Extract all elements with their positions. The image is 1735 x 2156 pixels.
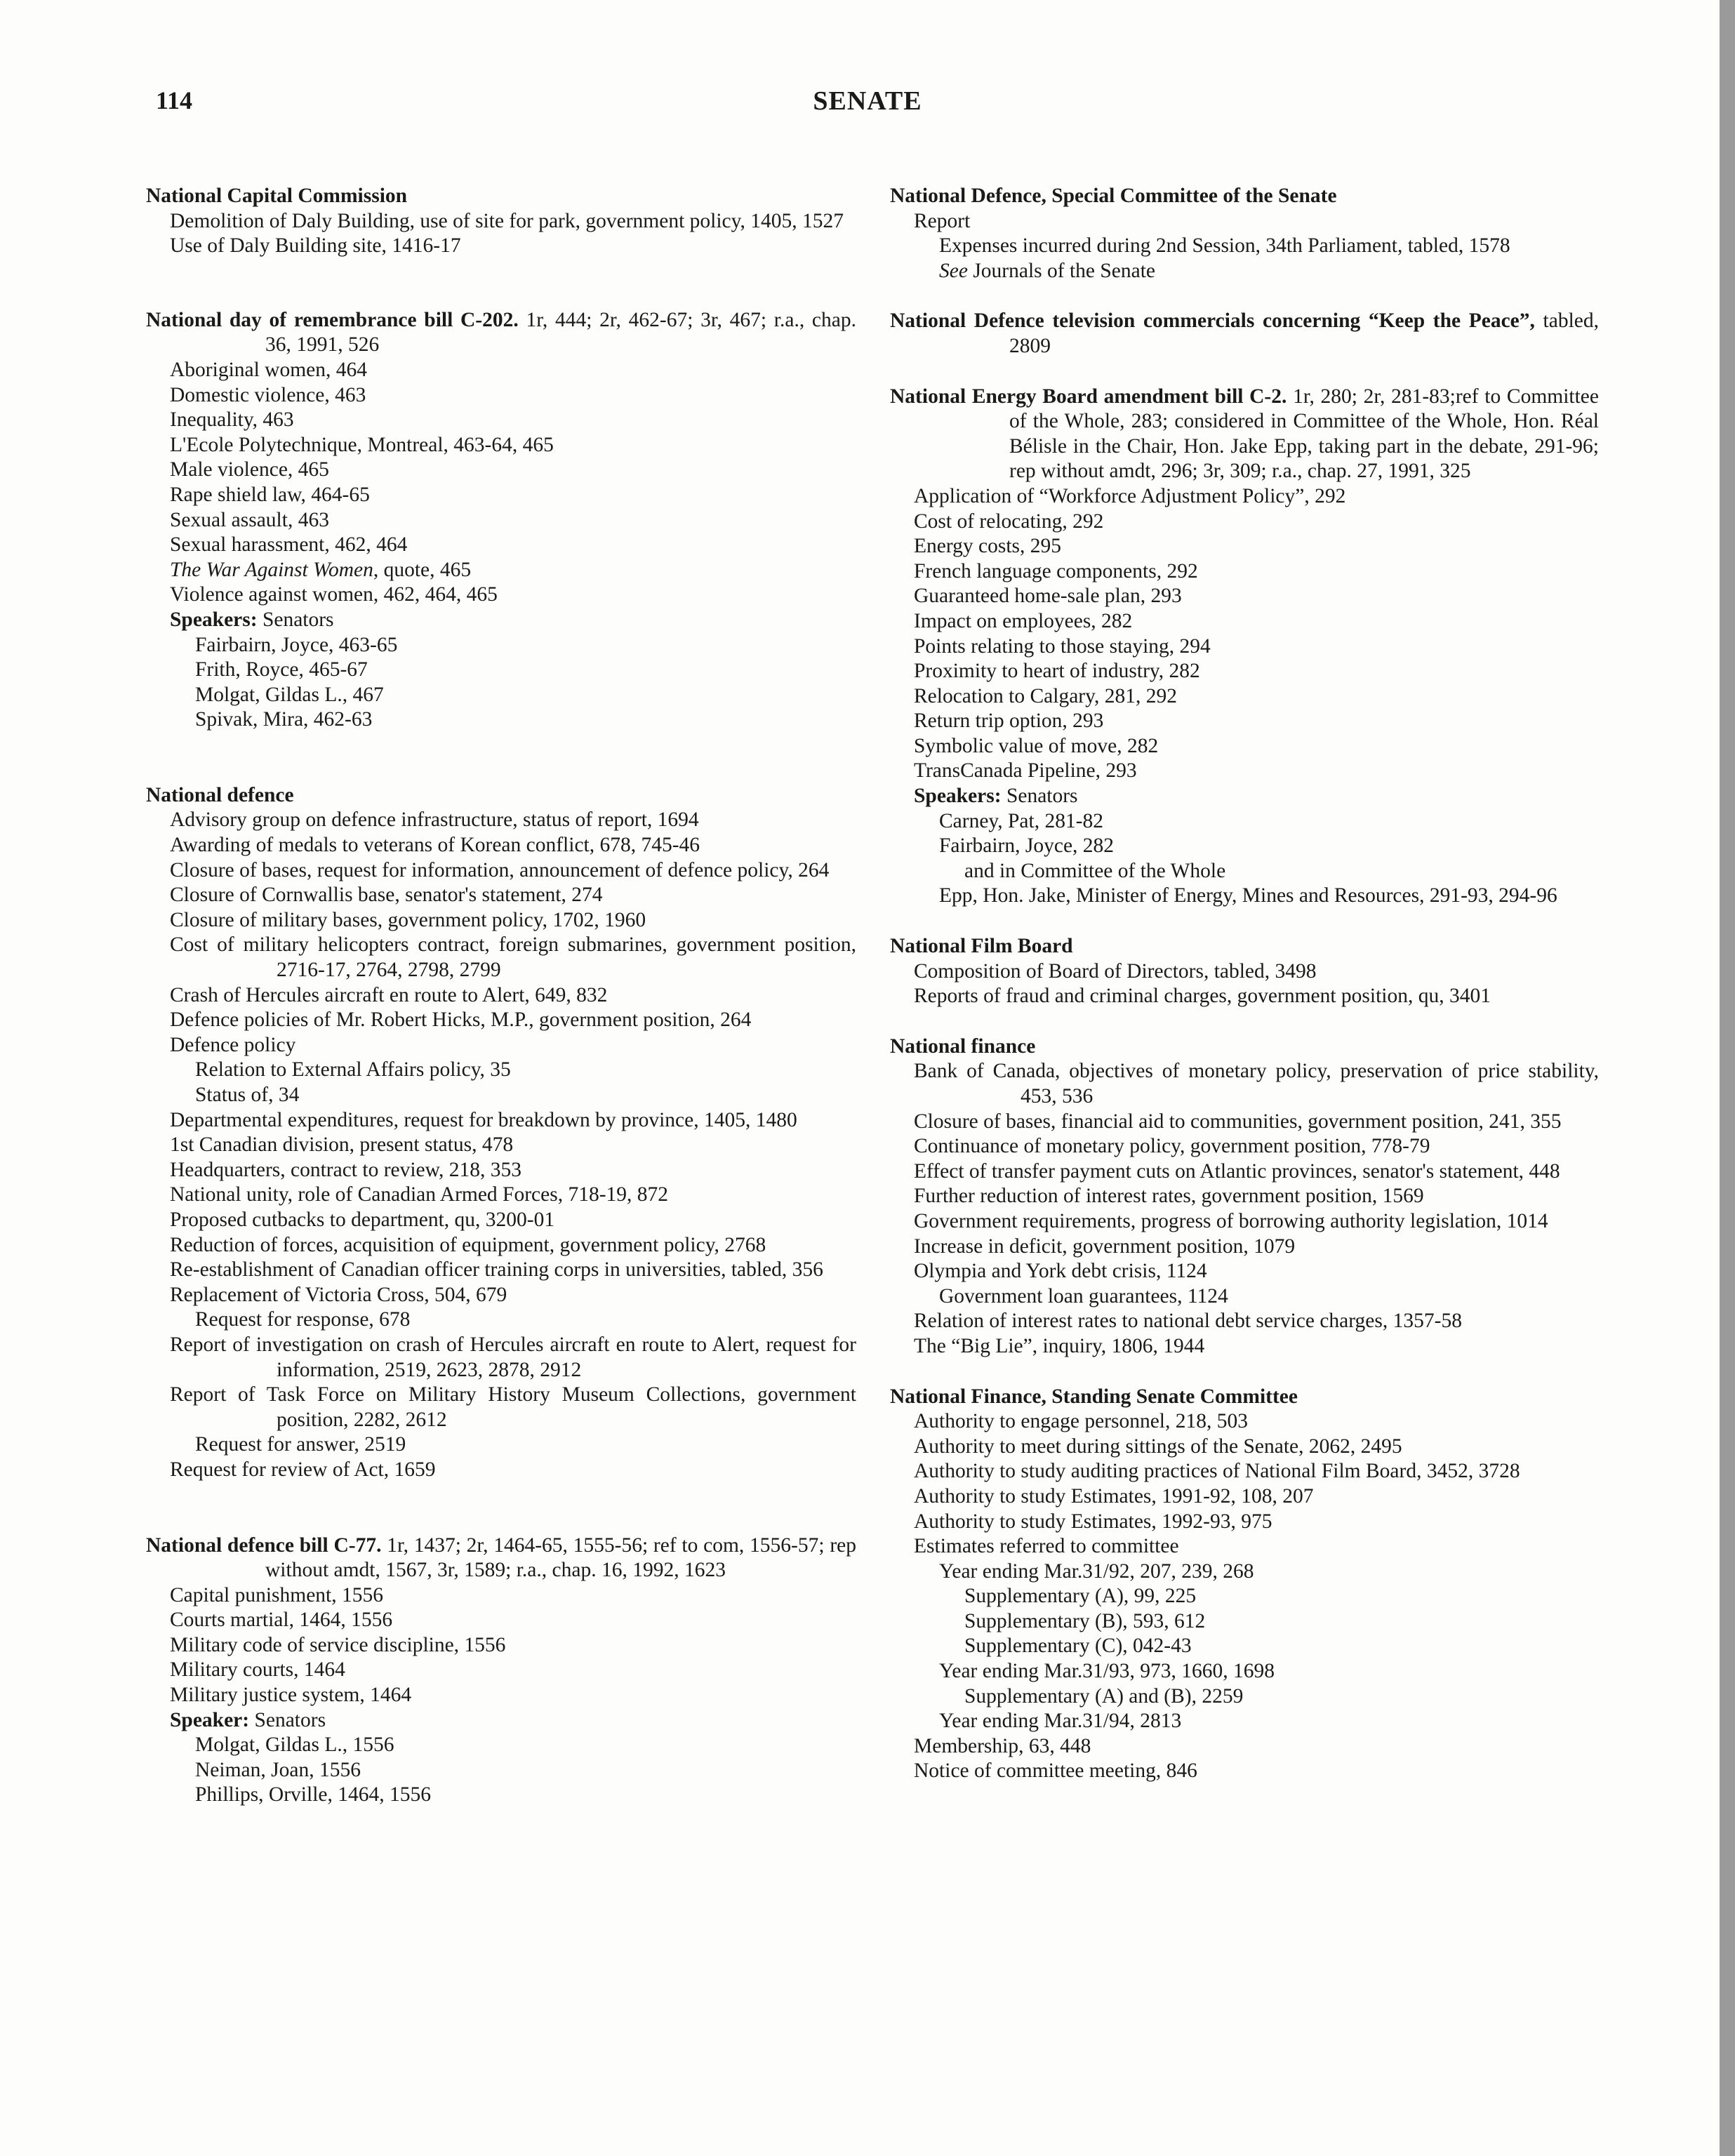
index-subentry: Aboriginal women, 464 (170, 358, 368, 381)
entry-gap (890, 284, 1599, 309)
index-subsubentry: Request for answer, 2519 (195, 1433, 406, 1456)
index-heading-with-refs (890, 385, 1599, 484)
running-head: SENATE (813, 86, 922, 116)
speakers-label-rest: Senators (257, 608, 334, 631)
index-subentry: Capital punishment, 1556 (170, 1583, 383, 1606)
index-subentry: Military code of service discipline, 1556 (170, 1633, 506, 1656)
index-subentry: Notice of committee meeting, 846 (914, 1759, 1197, 1783)
index-subentry: Replacement of Victoria Cross, 504, 679 (170, 1283, 507, 1306)
page-number: 114 (156, 86, 193, 114)
index-subentry: Advisory group on defence infrastructure, status of report, 1694 (170, 808, 699, 832)
index-subentry: Demolition of Daly Building, use of site for park, government policy, 1405, 1527 (170, 209, 844, 232)
speaker-entry: Carney, Pat, 281-82 (939, 809, 1104, 832)
entry-gap (146, 1483, 856, 1533)
index-subentry: Relation of interest rates to national debt service charges, 1357-58 (914, 1310, 1462, 1333)
index-heading: National Defence, Special Committee of the Senate (890, 185, 1337, 207)
speaker-entry: Neiman, Joan, 1556 (195, 1758, 361, 1781)
index-subsubsubentry: Supplementary (C), 042-43 (964, 1635, 1192, 1658)
speaker-entry: Fairbairn, Joyce, 463-65 (195, 633, 398, 656)
cited-title: The War Against Women (170, 558, 373, 581)
index-subentry: Reports of fraud and criminal charges, government position, qu, 3401 (914, 985, 1491, 1008)
index-subentry: Further reduction of interest rates, government position, 1569 (914, 1185, 1424, 1208)
entry-gap (146, 259, 856, 308)
index-subentry: Defence policies of Mr. Robert Hicks, M.P., government position, 264 (170, 1009, 752, 1032)
heading-text: National defence bill C-77. (146, 1533, 382, 1557)
index-subentry: Report of investigation on crash of Hercules aircraft en route to Alert, request for information, 2519, 2623, 2878, 2912 (170, 1333, 856, 1381)
index-heading-with-refs (146, 1533, 856, 1583)
speaker-entry: Fairbairn, Joyce, 282 (939, 834, 1115, 858)
index-subsubentry: Year ending Mar.31/92, 207, 239, 268 (939, 1559, 1254, 1583)
heading-text: National Defence television commercials concerning “Keep the Peace”, (890, 310, 1535, 333)
index-subentry: Rape shield law, 464-65 (170, 483, 370, 506)
index-subentry: Closure of Cornwallis base, senator's statement, 274 (170, 884, 603, 907)
index-subentry: Closure of bases, request for information, announcement of defence policy, 264 (170, 858, 830, 881)
index-subentry: Military courts, 1464 (170, 1658, 345, 1682)
speakers-label-rest: Senators (1001, 785, 1078, 808)
index-heading: National defence (146, 783, 294, 806)
index-heading: National Finance, Standing Senate Committee (890, 1385, 1298, 1408)
index-subentry: Energy costs, 295 (914, 535, 1062, 558)
right-column (890, 184, 1599, 1784)
speakers-label-rest: Senators (249, 1708, 326, 1731)
index-subsubentry: Year ending Mar.31/94, 2813 (939, 1710, 1182, 1733)
index-subentry: Proposed cutbacks to department, qu, 3200-01 (170, 1208, 555, 1231)
index-subentry: Sexual harassment, 462, 464 (170, 533, 408, 557)
index-subsubentry: Relation to External Affairs policy, 35 (195, 1058, 511, 1082)
index-subentry: Sexual assault, 463 (170, 508, 329, 531)
entry-gap (890, 359, 1599, 385)
index-heading-with-refs (146, 308, 856, 358)
heading-refs: 1r, 444; 2r, 462-67; 3r, 467; r.a., chap. 36, 1991, 526 (265, 308, 856, 357)
index-heading: National Capital Commission (146, 185, 408, 207)
index-subentry: Awarding of medals to veterans of Korean conflict, 678, 745-46 (170, 834, 700, 857)
index-subentry: Closure of military bases, government policy, 1702, 1960 (170, 908, 646, 931)
speakers-label-bold: Speakers: (914, 785, 1002, 808)
speakers-label (146, 608, 856, 633)
index-subentry: Membership, 63, 448 (914, 1734, 1091, 1757)
index-subentry: Points relating to those staying, 294 (914, 634, 1211, 658)
index-subentry: 1st Canadian division, present status, 478 (170, 1133, 514, 1157)
index-subentry: Continuance of monetary policy, government position, 778-79 (914, 1135, 1430, 1158)
index-subentry: Government requirements, progress of borrowing authority legislation, 1014 (914, 1209, 1548, 1232)
index-subentry: Impact on employees, 282 (914, 609, 1133, 632)
speaker-entry: Phillips, Orville, 1464, 1556 (195, 1783, 431, 1806)
speakers-label-bold: Speaker: (170, 1708, 250, 1731)
see-target: Journals of the Senate (967, 259, 1156, 282)
entry-gap (146, 733, 856, 783)
entry-gap (890, 1359, 1599, 1385)
index-subentry: Military justice system, 1464 (170, 1684, 412, 1707)
index-subentry: Request for review of Act, 1659 (170, 1458, 436, 1481)
speaker-entry: Frith, Royce, 465-67 (195, 658, 368, 681)
index-subsubentry: Government loan guarantees, 1124 (939, 1284, 1228, 1307)
index-subentry: Authority to study auditing practices of National Film Board, 3452, 3728 (914, 1460, 1520, 1483)
index-subentry: Authority to study Estimates, 1991-92, 108, 207 (914, 1484, 1314, 1508)
index-subentry: TransCanada Pipeline, 293 (914, 759, 1137, 783)
index-subentry: Guaranteed home-sale plan, 293 (914, 585, 1182, 608)
index-subentry: Report of Task Force on Military History Museum Collections, government position, 2282, 2612 (170, 1383, 856, 1431)
index-subentry: Violence against women, 462, 464, 465 (170, 583, 498, 606)
speakers-label (890, 784, 1599, 809)
heading-refs: 1r, 1437; 2r, 1464-65, 1555-56; ref to com, 1556-57; rep without amdt, 1567, 3r, 1589; r.a., chap. 16, 1992, 1623 (265, 1533, 856, 1582)
speaker-entry: Spivak, Mira, 462-63 (195, 708, 373, 731)
index-subsubentry: Request for response, 678 (195, 1308, 411, 1331)
index-subentry: Cost of military helicopters contract, foreign submarines, government position, 2716-17, 2764, 2798, 2799 (170, 933, 856, 982)
cited-title-refs: , quote, 465 (373, 558, 472, 581)
index-subentry: Domestic violence, 463 (170, 383, 366, 406)
index-subentry: Relocation to Calgary, 281, 292 (914, 684, 1177, 707)
index-subentry: Application of “Workforce Adjustment Policy”, 292 (914, 484, 1346, 507)
scan-edge-shadow (1720, 0, 1735, 2156)
index-subentry: Closure of bases, financial aid to communities, government position, 241, 355 (914, 1110, 1562, 1133)
index-subentry (146, 558, 856, 583)
heading-text: National Energy Board amendment bill C-2. (890, 385, 1287, 408)
index-subentry: Estimates referred to committee (914, 1535, 1179, 1558)
index-subentry: Crash of Hercules aircraft en route to Alert, 649, 832 (170, 983, 608, 1006)
speakers-label-bold: Speakers: (170, 608, 258, 631)
index-subentry: L'Ecole Polytechnique, Montreal, 463-64, 465 (170, 433, 554, 456)
heading-refs: 1r, 280; 2r, 281-83;ref to Committee of the Whole, 283; considered in Committee of the Whole, Hon. Réal Bélisle in the Chair, Hon. Jake Epp, taking part in the debate, 291-96; rep without amdt, 296; 3r, 309; r.a., chap. 27, 1991, 325 (1009, 385, 1599, 483)
index-subentry: Composition of Board of Directors, tabled, 3498 (914, 959, 1317, 983)
speaker-entry: Epp, Hon. Jake, Minister of Energy, Mines and Resources, 291-93, 294-96 (939, 884, 1557, 907)
index-subentry: Increase in deficit, government position, 1079 (914, 1235, 1296, 1258)
index-subentry: Effect of transfer payment cuts on Atlantic provinces, senator's statement, 448 (914, 1159, 1560, 1183)
index-subentry: Use of Daly Building site, 1416-17 (170, 234, 461, 258)
index-subsubsubentry: Supplementary (A), 99, 225 (964, 1585, 1197, 1608)
index-subsubsubentry: Supplementary (A) and (B), 2259 (964, 1684, 1244, 1708)
index-subentry: Proximity to heart of industry, 282 (914, 660, 1200, 683)
index-subentry: Courts martial, 1464, 1556 (170, 1609, 393, 1632)
index-subentry: Return trip option, 293 (914, 710, 1104, 733)
entry-gap (890, 909, 1599, 934)
index-subentry: Departmental expenditures, request for breakdown by province, 1405, 1480 (170, 1108, 797, 1131)
index-subentry: Authority to meet during sittings of the Senate, 2062, 2495 (914, 1435, 1402, 1458)
speaker-entry: Molgat, Gildas L., 1556 (195, 1734, 394, 1757)
index-subentry: Re-establishment of Canadian officer training corps in universities, tabled, 356 (170, 1258, 823, 1282)
index-subentry: Report (914, 209, 971, 232)
speaker-note: and in Committee of the Whole (964, 859, 1226, 882)
see-reference (890, 259, 1599, 284)
speakers-label (146, 1708, 856, 1734)
entry-gap (890, 1009, 1599, 1034)
index-subentry: Authority to study Estimates, 1992-93, 975 (914, 1510, 1272, 1533)
index-subentry: Headquarters, contract to review, 218, 353 (170, 1158, 522, 1181)
heading-refs: tabled, 2809 (1009, 310, 1599, 357)
index-subsubsubentry: Supplementary (B), 593, 612 (964, 1609, 1206, 1632)
index-heading: National Film Board (890, 935, 1073, 958)
speaker-entry: Molgat, Gildas L., 467 (195, 683, 384, 706)
index-subentry: Bank of Canada, objectives of monetary policy, preservation of price stability, 453, 536 (914, 1060, 1599, 1107)
index-subentry: Symbolic value of move, 282 (914, 734, 1159, 757)
index-heading: National finance (890, 1034, 1036, 1058)
index-subentry: Reduction of forces, acquisition of equipment, government policy, 2768 (170, 1233, 766, 1256)
index-subentry: Inequality, 463 (170, 408, 294, 432)
index-subentry: French language components, 292 (914, 559, 1198, 583)
index-heading-with-refs (890, 309, 1599, 359)
index-subentry: National unity, role of Canadian Armed Forces, 718-19, 872 (170, 1183, 669, 1206)
index-subentry: The “Big Lie”, inquiry, 1806, 1944 (914, 1334, 1205, 1357)
index-subentry: Male violence, 465 (170, 458, 329, 481)
index-subsubentry: Expenses incurred during 2nd Session, 34th Parliament, tabled, 1578 (939, 234, 1510, 258)
index-subsubentry: Status of, 34 (195, 1084, 300, 1106)
index-subentry: Authority to engage personnel, 218, 503 (914, 1410, 1249, 1433)
index-subsubentry: Year ending Mar.31/93, 973, 1660, 1698 (939, 1660, 1275, 1683)
index-subentry: Cost of relocating, 292 (914, 510, 1104, 533)
see-word: See (939, 259, 968, 282)
left-column (146, 184, 856, 1808)
heading-text: National day of remembrance bill C-202. (146, 308, 519, 331)
index-subentry: Olympia and York debt crisis, 1124 (914, 1260, 1207, 1283)
index-subentry: Defence policy (170, 1033, 296, 1056)
